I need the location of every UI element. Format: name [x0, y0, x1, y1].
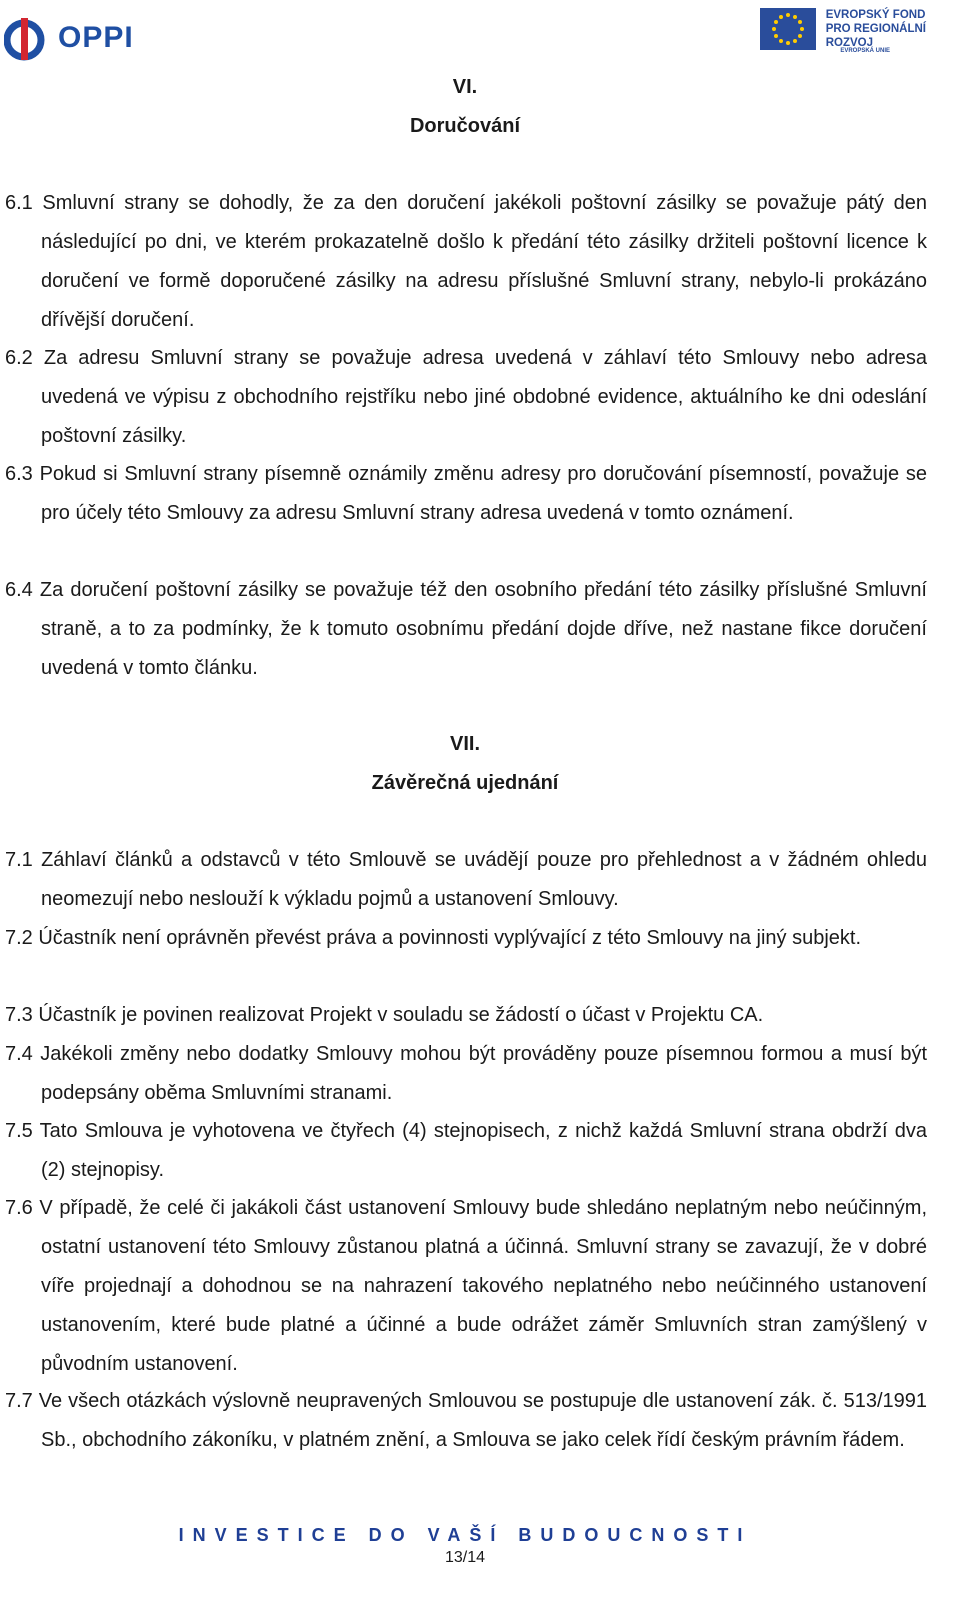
paragraph-7-5: 7.5 Tato Smlouva je vyhotovena ve čtyřech (4) stejnopisech, z nichž každá Smluvní strana obdrží dva (2) stejnopisy.: [5, 1120, 927, 1181]
paragraph-7-6: 7.6 V případě, že celé či jakákoli část ustanovení Smlouvy bude shledáno neplatným nebo neúčinným, ostatní ustanovení této Smlouvy zůstanou platná a účinná. Smluvní strany se zavazují, že v dobré víře projednají a dohodnou se na nahrazení takového neplatného nebo neúčinného ustanovení ustanovením, které bude platné a účinné a bude odrážet záměr Smluvních stran zamýšlený v původním ustanovení.: [5, 1197, 927, 1375]
oppi-logo: [4, 14, 134, 62]
eu-fund-text: [826, 8, 926, 50]
page-number: 13/14: [444, 1549, 486, 1566]
paragraph-6-2: 6.2 Za adresu Smluvní strany se považuje adresa uvedená v záhlaví této Smlouvy nebo adresa uvedená ve výpisu z obchodního rejstříku nebo jiné obdobné evidence, aktuálního ke dni odeslání poštovní zásilky.: [5, 347, 927, 447]
eu-fund-line: EVROPSKÝ FOND: [825, 9, 926, 21]
eu-caption: EVROPSKÁ UNIE: [840, 48, 890, 54]
paragraph-7-1: 7.1 Záhlaví článků a odstavců v této Smlouvě se uvádějí pouze pro přehlednost a v žádném ohledu neomezují nebo neslouží k výkladu pojmů a ustanovení Smlouvy.: [5, 849, 927, 910]
section-6-title: Doručování: [409, 115, 521, 137]
eu-fund-line: ROZVOJ: [825, 37, 873, 49]
oppi-emblem-icon: [4, 14, 48, 62]
paragraph-7-7: 7.7 Ve všech otázkách výslovně neupravených Smlouvou se postupuje dle ustanovení zák. č. 513/1991 Sb., obchodního zákoníku, v platném znění, a Smlouva se jako celek řídí českým právním řádem.: [5, 1390, 927, 1451]
section-6-number: VI.: [452, 76, 478, 98]
paragraph-7-2: 7.2 Účastník není oprávněn převést práva a povinnosti vyplývající z této Smlouvy na jiný subjekt.: [5, 927, 861, 949]
paragraph-6-3: 6.3 Pokud si Smluvní strany písemně oznámily změnu adresy pro doručování písemností, považuje se pro účely této Smlouvy za adresu Smluvní strany adresa uvedená v tomto oznámení.: [5, 463, 927, 524]
section-7-title: Závěrečná ujednání: [371, 772, 559, 794]
oppi-logo-text: OPPI: [58, 21, 134, 54]
footer-slogan: INVESTICE DO VAŠÍ BUDOUCNOSTI: [178, 1525, 752, 1545]
paragraph-6-1: 6.1 Smluvní strany se dohodly, že za den doručení jakékoli poštovní zásilky se považuje pátý den následující po dni, ve kterém prokazatelně došlo k předání této zásilky držiteli poštovní licence k doručení ve formě doporučené zásilky na adresu příslušné Smluvní strany, nebylo-li prokázáno dřívější doručení.: [5, 192, 927, 331]
eu-fund-line: PRO REGIONÁLNÍ: [825, 23, 926, 35]
paragraph-6-4: 6.4 Za doručení poštovní zásilky se považuje též den osobního předání této zásilky příslušné Smluvní straně, a to za podmínky, že k tomuto osobnímu předání dojde dříve, než nastane fikce doručení uvedená v tomto článku.: [5, 579, 927, 679]
section-7-number: VII.: [449, 733, 480, 755]
paragraph-7-3: 7.3 Účastník je povinen realizovat Projekt v souladu se žádostí o účast v Projektu CA.: [5, 1004, 764, 1026]
paragraph-7-4: 7.4 Jakékoli změny nebo dodatky Smlouvy mohou být prováděny pouze písemnou formou a musí být podepsány oběma Smluvními stranami.: [5, 1043, 927, 1104]
eu-flag-icon: [760, 8, 816, 56]
